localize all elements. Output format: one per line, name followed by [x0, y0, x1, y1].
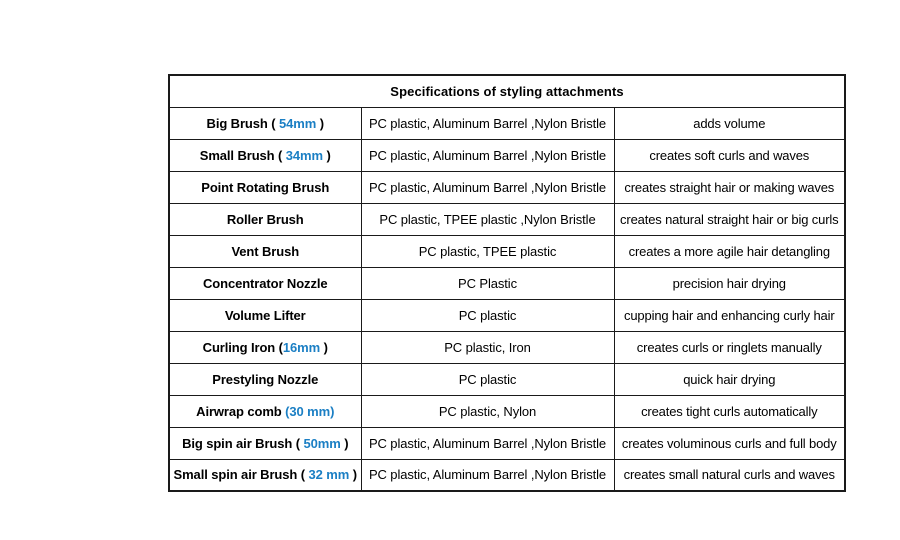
function-cell: creates straight hair or making waves — [614, 171, 845, 203]
table-row — [169, 171, 845, 203]
attachment-name-label: Concentrator Nozzle — [202, 275, 328, 291]
material-cell: PC plastic, Aluminum Barrel ,Nylon Bristle — [361, 459, 614, 491]
attachment-size-label: 50mm — [303, 435, 341, 451]
function-cell: creates voluminous curls and full body — [614, 427, 845, 459]
material-cell: PC plastic, TPEE plastic — [361, 235, 614, 267]
attachment-name-label: Volume Lifter — [224, 307, 306, 323]
material-cell: PC plastic, Nylon — [361, 395, 614, 427]
specifications-table-container — [168, 74, 844, 492]
function-cell: creates curls or ringlets manually — [614, 331, 845, 363]
table-row — [169, 267, 845, 299]
specifications-table — [168, 74, 846, 492]
material-cell: PC Plastic — [361, 267, 614, 299]
table-row — [169, 427, 845, 459]
function-cell: creates natural straight hair or big curls — [614, 203, 845, 235]
table-row — [169, 459, 845, 491]
material-cell: PC plastic, TPEE plastic ,Nylon Bristle — [361, 203, 614, 235]
attachment-name-cell — [169, 171, 361, 203]
paren-open: ( — [281, 403, 290, 419]
paren-open: ( — [297, 467, 309, 483]
attachment-name-cell — [169, 459, 361, 491]
material-cell: PC plastic, Aluminum Barrel ,Nylon Bristle — [361, 171, 614, 203]
attachment-name-label: Small Brush — [199, 147, 275, 163]
attachment-name-cell — [169, 235, 361, 267]
material-cell: PC plastic, Aluminum Barrel ,Nylon Bristle — [361, 139, 614, 171]
attachment-name-cell — [169, 139, 361, 171]
paren-close: ) — [340, 435, 349, 451]
paren-open: ( — [267, 115, 280, 131]
table-row — [169, 395, 845, 427]
paren-open: ( — [292, 435, 304, 451]
table-row — [169, 107, 845, 139]
table-title: Specifications of styling attachments — [169, 75, 845, 107]
attachment-size-label: 34mm — [285, 147, 323, 163]
material-cell: PC plastic, Aluminum Barrel ,Nylon Bristle — [361, 427, 614, 459]
attachment-size-label: 32 mm — [308, 467, 350, 483]
table-row — [169, 299, 845, 331]
material-cell: PC plastic — [361, 363, 614, 395]
attachment-name-cell — [169, 107, 361, 139]
paren-close: ) — [316, 115, 324, 131]
attachment-size-label: 30 mm — [289, 403, 331, 419]
attachment-name-cell — [169, 331, 361, 363]
paren-close: ) — [330, 403, 335, 419]
attachment-name-label: Roller Brush — [226, 211, 304, 227]
attachment-name-label: Curling Iron — [202, 339, 276, 355]
attachment-name-label: Big spin air Brush — [182, 435, 293, 451]
table-body — [169, 75, 845, 491]
attachment-name-label: Small spin air Brush — [173, 467, 298, 483]
attachment-size-label: 54mm — [279, 115, 317, 131]
attachment-name-cell — [169, 299, 361, 331]
material-cell: PC plastic, Aluminum Barrel ,Nylon Bristle — [361, 107, 614, 139]
paren-close: ) — [322, 147, 331, 163]
function-cell: precision hair drying — [614, 267, 845, 299]
function-cell: creates a more agile hair detangling — [614, 235, 845, 267]
attachment-name-cell — [169, 395, 361, 427]
attachment-size-label: 16mm — [282, 339, 321, 355]
attachment-name-label: Big Brush — [206, 115, 268, 131]
material-cell: PC plastic — [361, 299, 614, 331]
paren-open: ( — [275, 339, 283, 355]
table-row — [169, 331, 845, 363]
table-row — [169, 203, 845, 235]
function-cell: quick hair drying — [614, 363, 845, 395]
table-title-row — [169, 75, 845, 107]
function-cell: cupping hair and enhancing curly hair — [614, 299, 845, 331]
table-row — [169, 363, 845, 395]
paren-close: ) — [320, 339, 328, 355]
paren-open: ( — [274, 147, 286, 163]
attachment-name-cell — [169, 267, 361, 299]
function-cell: creates tight curls automatically — [614, 395, 845, 427]
function-cell: creates soft curls and waves — [614, 139, 845, 171]
attachment-name-label: Point Rotating Brush — [201, 179, 330, 195]
attachment-name-label: Vent Brush — [231, 243, 300, 259]
paren-close: ) — [349, 467, 357, 483]
attachment-name-cell — [169, 363, 361, 395]
attachment-name-cell — [169, 203, 361, 235]
table-row — [169, 235, 845, 267]
attachment-name-label: Prestyling Nozzle — [212, 371, 319, 387]
attachment-name-label: Airwrap comb — [196, 403, 282, 419]
function-cell: adds volume — [614, 107, 845, 139]
function-cell: creates small natural curls and waves — [614, 459, 845, 491]
attachment-name-cell — [169, 427, 361, 459]
table-row — [169, 139, 845, 171]
material-cell: PC plastic, Iron — [361, 331, 614, 363]
